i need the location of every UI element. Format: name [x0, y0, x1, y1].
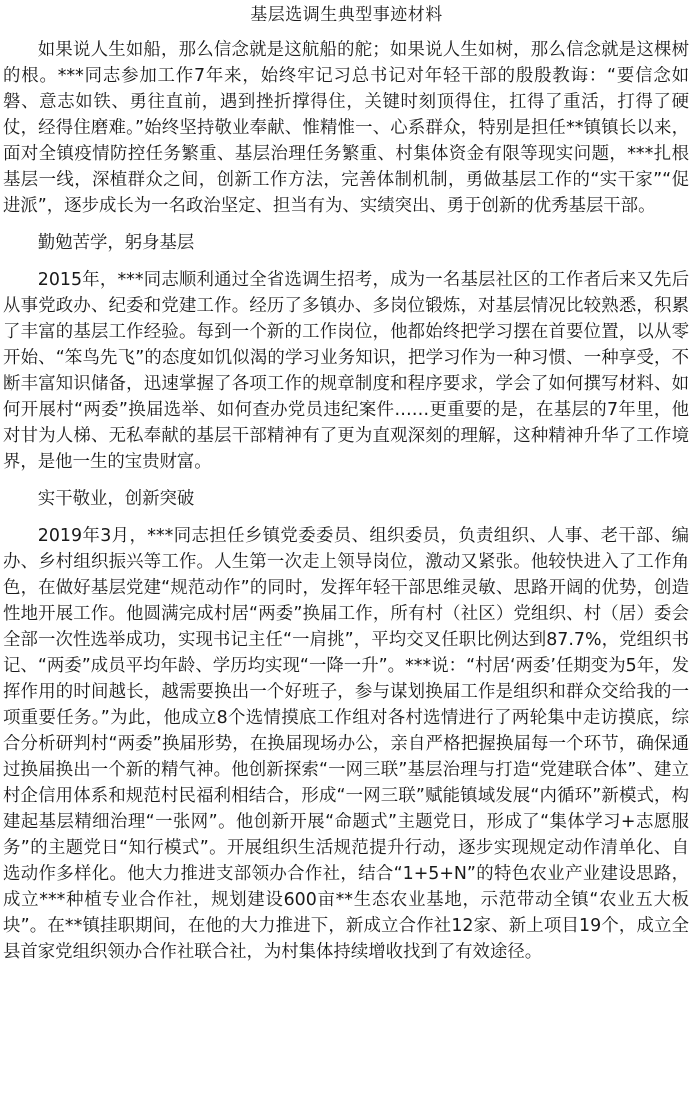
section-heading-diligence: 勤勉苦学，躬身基层	[37, 233, 195, 253]
section-body-innovation: 2019年3月，***同志担任乡镇党委委员、组织委员，负责组织、人事、老干部、编办、乡村组织振兴等工作。人生第一次走上领导岗位，激动又紧张。他较快进入了工作角色，在做好基层党建“规范动作”的同时，发挥年轻干部思维灵敏、思路开阔的优势，创造性地开展工作。他圆满完成村居“两委”换届工作，所有村（社区）党组织、村（居）委会全部一次性选举成功，实现书记主任“一肩挑”，平均交叉任职比例达到87.7%，党组织书记、“两委”成员平均年龄、学历均实现“一降一升”。***说：“村居‘两委’任期变为5年，发挥作用的时间越长，越需要换出一个好班子，参与谋划换届工作是组织和群众交给我的一项重要任务。”为此，他成立8个选情摸底工作组对各村选情进行了两轮集中走访摸底，综合分析研判村“两委”换届形势，在换届现场办公，亲自严格把握换届每一个环节，确保通过换届换出一个新的精气神。他创新探索“一网三联”基层治理与打造“党建联合体”、建立村企信用体系和规范村民福利相结合，形成“一网三联”赋能镇域发展“内循环”新模式，构建起基层精细治理“一张网”。他创新开展“命题式”主题党日，形成了“集体学习+志愿服务”的主题党日“知行模式”。开展组织生活规范提升行动，逐步实现规定动作清单化、自选动作多样化。他大力推进支部领办合作社，结合“1+5+N”的特色农业产业建设思路，成立***种植专业合作社，规划建设600亩**生态农业基地，示范带动全镇“农业五大板块”。在**镇挂职期间，在他的大力推进下，新成立合作社12家、新上项目19个，成立全县首家党组织领办合作社联合社，为村集体持续增收找到了有效途径。	[3, 526, 689, 962]
section-body-diligence: 2015年，***同志顺利通过全省选调生招考，成为一名基层社区的工作者后来又先后从事党政办、纪委和党建工作。经历了多镇办、多岗位锻炼，对基层情况比较熟悉，积累了丰富的基层工作经验。每到一个新的工作岗位，他都始终把学习摆在首要位置，以从零开始、“笨鸟先飞”的态度如饥似渴的学习业务知识，把学习作为一种习惯、一种享受，不断丰富知识储备，迅速掌握了各项工作的规章制度和程序要求，学会了如何撰写材料、如何开展村“两委”换届选举、如何查办党员违纪案件……更重要的是，在基层的7年里，他对甘为人梯、无私奉献的基层干部精神有了更为直观深刻的理解，这种精神升华了工作境界，是他一生的宝贵财富。	[3, 270, 689, 472]
intro-paragraph: 如果说人生如船，那么信念就是这航船的舵；如果说人生如树，那么信念就是这棵树的根。***同志参加工作7年来，始终牢记习总书记对年轻干部的殷殷教诲：“要信念如磐、意志如铁、勇往直前，遇到挫折撑得住，关键时刻顶得住，扛得了重活，打得了硬仗，经得住磨难。”始终坚持敬业奉献、惟精惟一、心系群众，特别是担任**镇镇长以来，面对全镇疫情防控任务繁重、基层治理任务繁重、村集体资金有限等现实问题，***扎根基层一线，深植群众之间，创新工作方法，完善体制机制，勇做基层工作的“实干家”“促进派”，逐步成长为一名政治坚定、担当有为、实绩突出、勇于创新的优秀基层干部。	[3, 40, 689, 216]
section-heading-innovation: 实干敬业，创新突破	[37, 489, 195, 509]
document-title: 基层选调生典型事迹材料	[250, 5, 443, 25]
